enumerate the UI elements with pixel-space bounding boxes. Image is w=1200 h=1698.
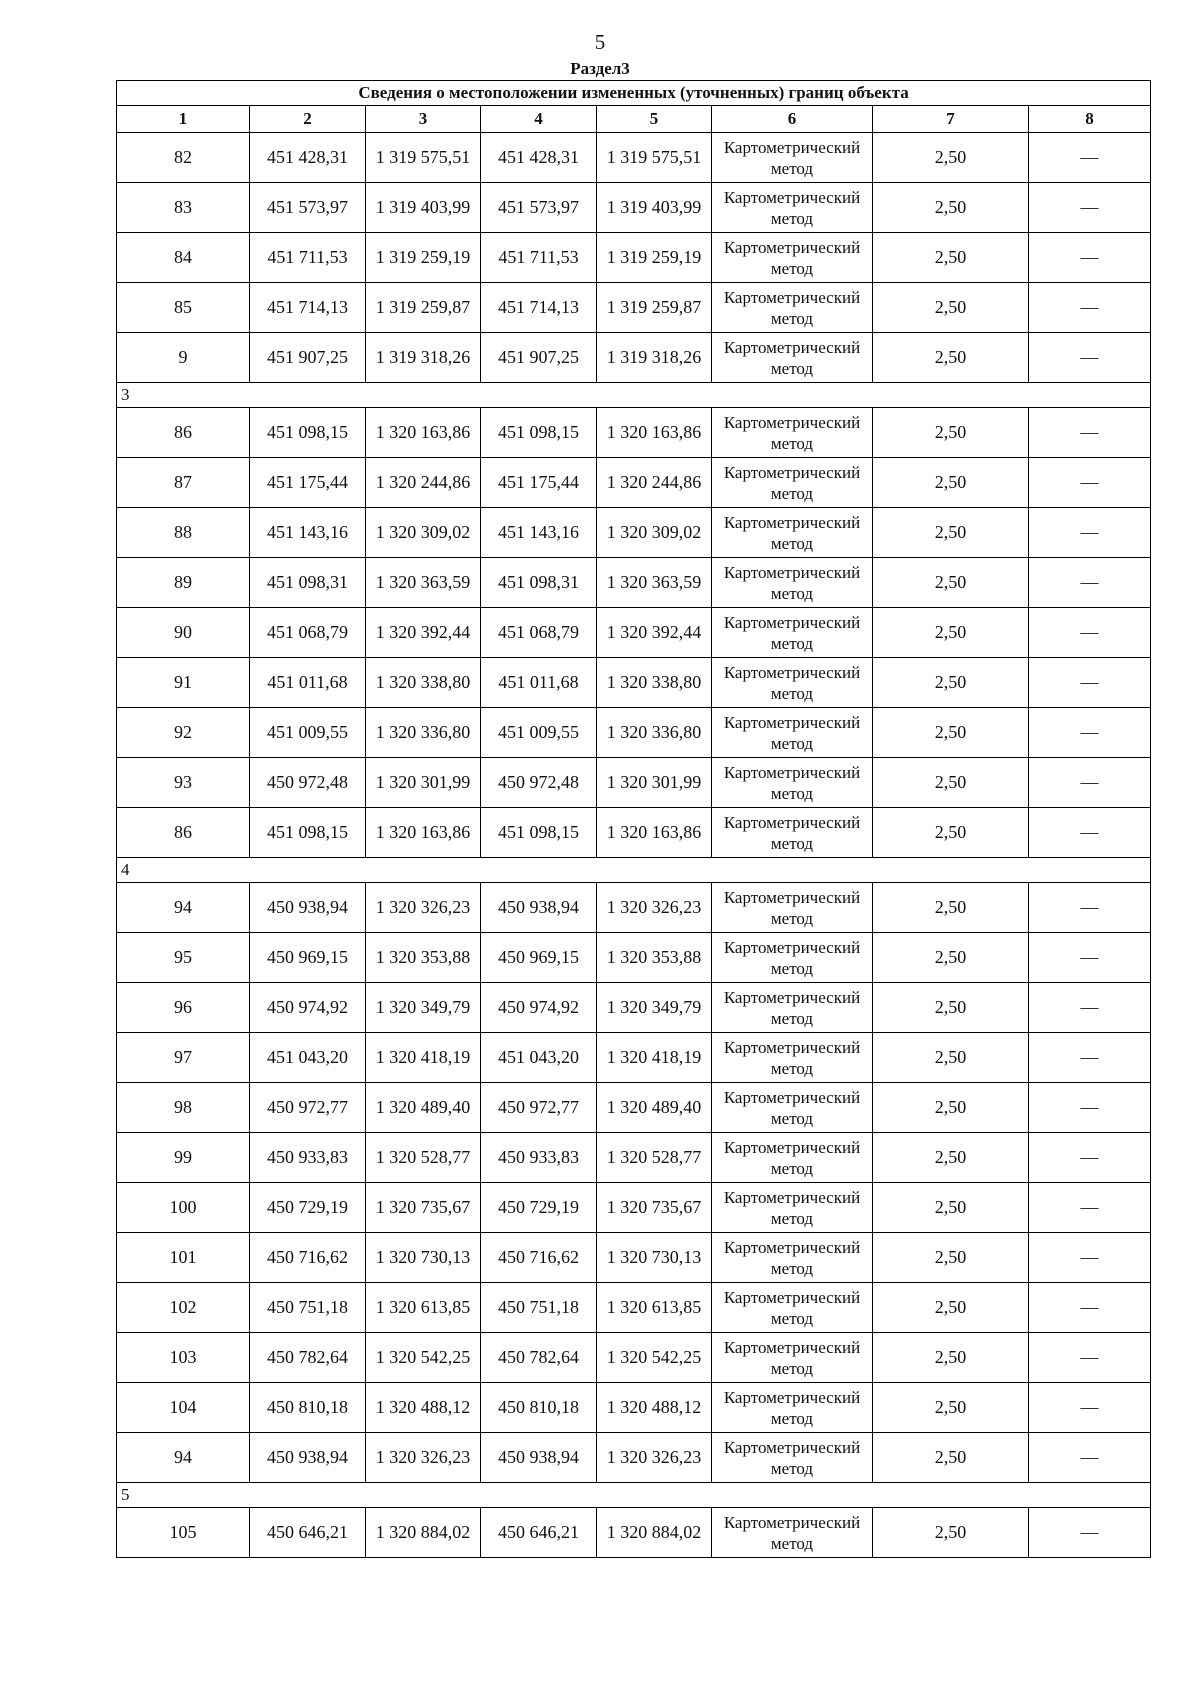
description-cell: — [1029, 883, 1151, 933]
description-cell: — [1029, 558, 1151, 608]
description-cell: — [1029, 1283, 1151, 1333]
table-row [117, 658, 1151, 708]
y-new-cell: 1 320 884,02 [597, 1508, 712, 1558]
y-old-cell: 1 320 326,23 [366, 883, 481, 933]
contour-group-row [117, 1483, 1151, 1508]
column-header: 3 [366, 106, 481, 133]
method-cell: Картометрический метод [712, 933, 873, 983]
accuracy-cell: 2,50 [873, 1133, 1029, 1183]
x-new-cell: 451 011,68 [481, 658, 597, 708]
y-new-cell: 1 320 542,25 [597, 1333, 712, 1383]
method-cell: Картометрический метод [712, 1333, 873, 1383]
y-new-cell: 1 320 418,19 [597, 1033, 712, 1083]
accuracy-cell: 2,50 [873, 508, 1029, 558]
table-row [117, 1283, 1151, 1333]
x-new-cell: 450 751,18 [481, 1283, 597, 1333]
description-cell: — [1029, 1433, 1151, 1483]
accuracy-cell: 2,50 [873, 883, 1029, 933]
table-header-row [117, 106, 1151, 133]
y-new-cell: 1 320 301,99 [597, 758, 712, 808]
y-old-cell: 1 320 542,25 [366, 1333, 481, 1383]
method-cell: Картометрический метод [712, 1033, 873, 1083]
y-old-cell: 1 320 353,88 [366, 933, 481, 983]
description-cell: — [1029, 183, 1151, 233]
accuracy-cell: 2,50 [873, 1083, 1029, 1133]
contour-label: 5 [117, 1483, 1151, 1508]
point-number-cell: 89 [117, 558, 250, 608]
description-cell: — [1029, 133, 1151, 183]
table-row [117, 758, 1151, 808]
x-new-cell: 450 938,94 [481, 1433, 597, 1483]
x-old-cell: 450 969,15 [250, 933, 366, 983]
description-cell: — [1029, 1083, 1151, 1133]
accuracy-cell: 2,50 [873, 933, 1029, 983]
table-row [117, 1033, 1151, 1083]
y-old-cell: 1 320 326,23 [366, 1433, 481, 1483]
column-header: 7 [873, 106, 1029, 133]
x-new-cell: 450 972,77 [481, 1083, 597, 1133]
y-new-cell: 1 319 318,26 [597, 333, 712, 383]
column-header: 8 [1029, 106, 1151, 133]
table-row [117, 133, 1151, 183]
x-new-cell: 451 068,79 [481, 608, 597, 658]
x-new-cell: 450 974,92 [481, 983, 597, 1033]
description-cell: — [1029, 458, 1151, 508]
accuracy-cell: 2,50 [873, 333, 1029, 383]
accuracy-cell: 2,50 [873, 658, 1029, 708]
table-row [117, 933, 1151, 983]
table-row [117, 1083, 1151, 1133]
x-new-cell: 451 143,16 [481, 508, 597, 558]
accuracy-cell: 2,50 [873, 283, 1029, 333]
table-row [117, 1183, 1151, 1233]
accuracy-cell: 2,50 [873, 133, 1029, 183]
y-old-cell: 1 320 309,02 [366, 508, 481, 558]
method-cell: Картометрический метод [712, 458, 873, 508]
x-old-cell: 451 428,31 [250, 133, 366, 183]
x-old-cell: 450 972,48 [250, 758, 366, 808]
point-number-cell: 94 [117, 1433, 250, 1483]
description-cell: — [1029, 283, 1151, 333]
point-number-cell: 92 [117, 708, 250, 758]
description-cell: — [1029, 808, 1151, 858]
y-old-cell: 1 319 259,87 [366, 283, 481, 333]
column-header: 6 [712, 106, 873, 133]
y-new-cell: 1 320 488,12 [597, 1383, 712, 1433]
x-old-cell: 450 933,83 [250, 1133, 366, 1183]
method-cell: Картометрический метод [712, 1133, 873, 1183]
table-row [117, 1233, 1151, 1283]
description-cell: — [1029, 933, 1151, 983]
y-new-cell: 1 320 349,79 [597, 983, 712, 1033]
method-cell: Картометрический метод [712, 1183, 873, 1233]
description-cell: — [1029, 1133, 1151, 1183]
method-cell: Картометрический метод [712, 1508, 873, 1558]
method-cell: Картометрический метод [712, 183, 873, 233]
x-new-cell: 450 933,83 [481, 1133, 597, 1183]
point-number-cell: 103 [117, 1333, 250, 1383]
table-row [117, 983, 1151, 1033]
x-old-cell: 450 972,77 [250, 1083, 366, 1133]
accuracy-cell: 2,50 [873, 1333, 1029, 1383]
method-cell: Картометрический метод [712, 708, 873, 758]
accuracy-cell: 2,50 [873, 808, 1029, 858]
point-number-cell: 98 [117, 1083, 250, 1133]
x-old-cell: 451 098,15 [250, 408, 366, 458]
x-new-cell: 451 907,25 [481, 333, 597, 383]
description-cell: — [1029, 758, 1151, 808]
column-header: 5 [597, 106, 712, 133]
x-new-cell: 451 175,44 [481, 458, 597, 508]
x-new-cell: 451 098,31 [481, 558, 597, 608]
page-number: 5 [594, 30, 606, 54]
y-new-cell: 1 320 338,80 [597, 658, 712, 708]
y-new-cell: 1 319 575,51 [597, 133, 712, 183]
column-header: 2 [250, 106, 366, 133]
y-new-cell: 1 320 363,59 [597, 558, 712, 608]
x-old-cell: 451 573,97 [250, 183, 366, 233]
accuracy-cell: 2,50 [873, 1233, 1029, 1283]
y-new-cell: 1 320 326,23 [597, 883, 712, 933]
accuracy-cell: 2,50 [873, 1383, 1029, 1433]
x-new-cell: 451 428,31 [481, 133, 597, 183]
table-row [117, 708, 1151, 758]
method-cell: Картометрический метод [712, 333, 873, 383]
x-old-cell: 451 907,25 [250, 333, 366, 383]
point-number-cell: 86 [117, 808, 250, 858]
accuracy-cell: 2,50 [873, 558, 1029, 608]
y-old-cell: 1 320 392,44 [366, 608, 481, 658]
y-old-cell: 1 320 301,99 [366, 758, 481, 808]
method-cell: Картометрический метод [712, 133, 873, 183]
x-old-cell: 450 974,92 [250, 983, 366, 1033]
x-old-cell: 451 011,68 [250, 658, 366, 708]
x-old-cell: 450 782,64 [250, 1333, 366, 1383]
point-number-cell: 104 [117, 1383, 250, 1433]
accuracy-cell: 2,50 [873, 1283, 1029, 1333]
y-new-cell: 1 320 163,86 [597, 808, 712, 858]
y-old-cell: 1 320 489,40 [366, 1083, 481, 1133]
accuracy-cell: 2,50 [873, 233, 1029, 283]
y-new-cell: 1 320 244,86 [597, 458, 712, 508]
accuracy-cell: 2,50 [873, 608, 1029, 658]
method-cell: Картометрический метод [712, 983, 873, 1033]
y-old-cell: 1 320 528,77 [366, 1133, 481, 1183]
y-old-cell: 1 320 418,19 [366, 1033, 481, 1083]
section-title: Раздел3 [570, 59, 630, 78]
y-old-cell: 1 319 318,26 [366, 333, 481, 383]
method-cell: Картометрический метод [712, 1433, 873, 1483]
contour-label: 4 [117, 858, 1151, 883]
y-old-cell: 1 320 488,12 [366, 1383, 481, 1433]
point-number-cell: 95 [117, 933, 250, 983]
point-number-cell: 86 [117, 408, 250, 458]
y-new-cell: 1 319 403,99 [597, 183, 712, 233]
coordinates-table [116, 80, 1151, 1558]
table-row [117, 508, 1151, 558]
accuracy-cell: 2,50 [873, 408, 1029, 458]
accuracy-cell: 2,50 [873, 1508, 1029, 1558]
y-new-cell: 1 320 353,88 [597, 933, 712, 983]
table-row [117, 1508, 1151, 1558]
method-cell: Картометрический метод [712, 408, 873, 458]
method-cell: Картометрический метод [712, 1083, 873, 1133]
point-number-cell: 91 [117, 658, 250, 708]
x-new-cell: 451 714,13 [481, 283, 597, 333]
description-cell: — [1029, 408, 1151, 458]
point-number-cell: 101 [117, 1233, 250, 1283]
point-number-cell: 9 [117, 333, 250, 383]
y-new-cell: 1 320 392,44 [597, 608, 712, 658]
y-old-cell: 1 319 403,99 [366, 183, 481, 233]
y-new-cell: 1 320 163,86 [597, 408, 712, 458]
description-cell: — [1029, 983, 1151, 1033]
description-cell: — [1029, 708, 1151, 758]
y-old-cell: 1 320 613,85 [366, 1283, 481, 1333]
y-new-cell: 1 319 259,19 [597, 233, 712, 283]
x-old-cell: 451 711,53 [250, 233, 366, 283]
y-old-cell: 1 319 259,19 [366, 233, 481, 283]
x-old-cell: 450 751,18 [250, 1283, 366, 1333]
y-old-cell: 1 320 349,79 [366, 983, 481, 1033]
y-old-cell: 1 320 163,86 [366, 808, 481, 858]
table-row [117, 1383, 1151, 1433]
point-number-cell: 90 [117, 608, 250, 658]
x-old-cell: 451 175,44 [250, 458, 366, 508]
point-number-cell: 94 [117, 883, 250, 933]
y-new-cell: 1 320 528,77 [597, 1133, 712, 1183]
accuracy-cell: 2,50 [873, 1183, 1029, 1233]
y-new-cell: 1 320 326,23 [597, 1433, 712, 1483]
method-cell: Картометрический метод [712, 1283, 873, 1333]
method-cell: Картометрический метод [712, 883, 873, 933]
point-number-cell: 97 [117, 1033, 250, 1083]
point-number-cell: 88 [117, 508, 250, 558]
x-new-cell: 450 729,19 [481, 1183, 597, 1233]
x-old-cell: 451 714,13 [250, 283, 366, 333]
y-old-cell: 1 320 336,80 [366, 708, 481, 758]
point-number-cell: 99 [117, 1133, 250, 1183]
point-number-cell: 93 [117, 758, 250, 808]
method-cell: Картометрический метод [712, 1383, 873, 1433]
table-row [117, 408, 1151, 458]
x-old-cell: 451 143,16 [250, 508, 366, 558]
accuracy-cell: 2,50 [873, 458, 1029, 508]
description-cell: — [1029, 333, 1151, 383]
method-cell: Картометрический метод [712, 1233, 873, 1283]
method-cell: Картометрический метод [712, 758, 873, 808]
description-cell: — [1029, 1183, 1151, 1233]
table-caption: Сведения о местоположении измененных (уточненных) границ объекта [117, 81, 1151, 106]
point-number-cell: 83 [117, 183, 250, 233]
y-new-cell: 1 320 735,67 [597, 1183, 712, 1233]
point-number-cell: 96 [117, 983, 250, 1033]
point-number-cell: 84 [117, 233, 250, 283]
x-new-cell: 451 573,97 [481, 183, 597, 233]
description-cell: — [1029, 608, 1151, 658]
x-new-cell: 451 098,15 [481, 408, 597, 458]
description-cell: — [1029, 1333, 1151, 1383]
table-row [117, 283, 1151, 333]
description-cell: — [1029, 1233, 1151, 1283]
x-new-cell: 450 938,94 [481, 883, 597, 933]
method-cell: Картометрический метод [712, 508, 873, 558]
x-new-cell: 450 972,48 [481, 758, 597, 808]
method-cell: Картометрический метод [712, 233, 873, 283]
column-header: 4 [481, 106, 597, 133]
x-old-cell: 450 938,94 [250, 883, 366, 933]
x-new-cell: 451 009,55 [481, 708, 597, 758]
table-row [117, 558, 1151, 608]
x-old-cell: 450 646,21 [250, 1508, 366, 1558]
x-old-cell: 451 043,20 [250, 1033, 366, 1083]
x-new-cell: 450 969,15 [481, 933, 597, 983]
y-new-cell: 1 320 309,02 [597, 508, 712, 558]
method-cell: Картометрический метод [712, 283, 873, 333]
x-new-cell: 450 810,18 [481, 1383, 597, 1433]
y-new-cell: 1 320 613,85 [597, 1283, 712, 1333]
y-old-cell: 1 320 730,13 [366, 1233, 481, 1283]
point-number-cell: 87 [117, 458, 250, 508]
table-body [117, 81, 1151, 1558]
description-cell: — [1029, 1508, 1151, 1558]
point-number-cell: 100 [117, 1183, 250, 1233]
point-number-cell: 102 [117, 1283, 250, 1333]
table-row [117, 1133, 1151, 1183]
table-caption-row [117, 81, 1151, 106]
table-row [117, 458, 1151, 508]
table-row [117, 233, 1151, 283]
accuracy-cell: 2,50 [873, 708, 1029, 758]
x-new-cell: 451 711,53 [481, 233, 597, 283]
y-new-cell: 1 320 336,80 [597, 708, 712, 758]
description-cell: — [1029, 658, 1151, 708]
x-old-cell: 450 810,18 [250, 1383, 366, 1433]
point-number-cell: 82 [117, 133, 250, 183]
x-old-cell: 450 716,62 [250, 1233, 366, 1283]
table-row [117, 333, 1151, 383]
accuracy-cell: 2,50 [873, 183, 1029, 233]
y-old-cell: 1 320 244,86 [366, 458, 481, 508]
table-row [117, 1433, 1151, 1483]
column-header: 1 [117, 106, 250, 133]
x-old-cell: 450 729,19 [250, 1183, 366, 1233]
x-old-cell: 450 938,94 [250, 1433, 366, 1483]
accuracy-cell: 2,50 [873, 1433, 1029, 1483]
x-new-cell: 450 646,21 [481, 1508, 597, 1558]
x-old-cell: 451 098,31 [250, 558, 366, 608]
table-row [117, 883, 1151, 933]
contour-label: 3 [117, 383, 1151, 408]
x-new-cell: 450 716,62 [481, 1233, 597, 1283]
description-cell: — [1029, 233, 1151, 283]
contour-group-row [117, 383, 1151, 408]
y-new-cell: 1 320 489,40 [597, 1083, 712, 1133]
y-new-cell: 1 320 730,13 [597, 1233, 712, 1283]
y-old-cell: 1 319 575,51 [366, 133, 481, 183]
point-number-cell: 105 [117, 1508, 250, 1558]
description-cell: — [1029, 508, 1151, 558]
table-row [117, 183, 1151, 233]
x-new-cell: 451 043,20 [481, 1033, 597, 1083]
y-old-cell: 1 320 163,86 [366, 408, 481, 458]
method-cell: Картометрический метод [712, 558, 873, 608]
table-row [117, 808, 1151, 858]
x-old-cell: 451 098,15 [250, 808, 366, 858]
point-number-cell: 85 [117, 283, 250, 333]
x-old-cell: 451 068,79 [250, 608, 366, 658]
accuracy-cell: 2,50 [873, 758, 1029, 808]
method-cell: Картометрический метод [712, 808, 873, 858]
x-old-cell: 451 009,55 [250, 708, 366, 758]
y-old-cell: 1 320 338,80 [366, 658, 481, 708]
y-old-cell: 1 320 884,02 [366, 1508, 481, 1558]
method-cell: Картометрический метод [712, 658, 873, 708]
method-cell: Картометрический метод [712, 608, 873, 658]
table-row [117, 608, 1151, 658]
x-new-cell: 451 098,15 [481, 808, 597, 858]
contour-group-row [117, 858, 1151, 883]
description-cell: — [1029, 1033, 1151, 1083]
y-old-cell: 1 320 363,59 [366, 558, 481, 608]
table-row [117, 1333, 1151, 1383]
description-cell: — [1029, 1383, 1151, 1433]
y-new-cell: 1 319 259,87 [597, 283, 712, 333]
y-old-cell: 1 320 735,67 [366, 1183, 481, 1233]
accuracy-cell: 2,50 [873, 983, 1029, 1033]
x-new-cell: 450 782,64 [481, 1333, 597, 1383]
accuracy-cell: 2,50 [873, 1033, 1029, 1083]
